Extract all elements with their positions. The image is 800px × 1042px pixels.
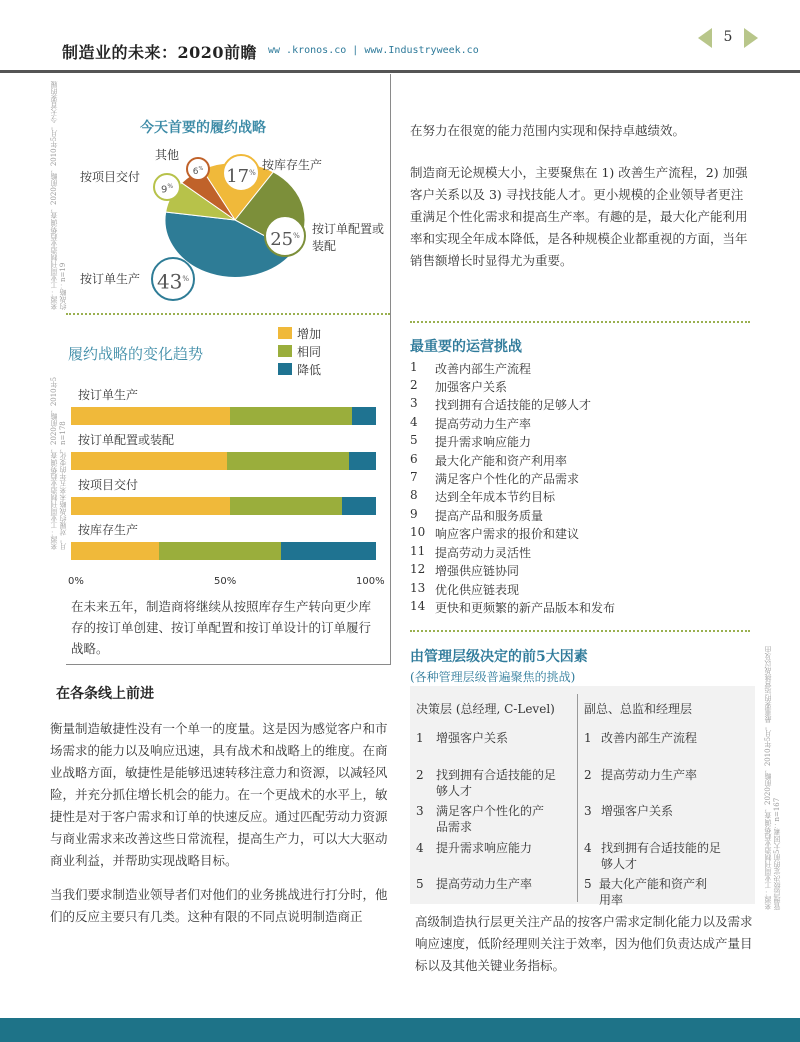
list-item: 达到全年成本节约目标 [435,490,556,504]
bar-segment [71,497,230,515]
factor-item: 增强客户关系 [436,731,509,745]
legend-swatch-increase [278,327,292,339]
legend-swatch-decrease [278,363,292,375]
list-item: 增强供应链协同 [435,564,520,578]
list-item: 满足客户个性化的产品需求 [435,472,580,486]
factor-number: 3 [416,804,424,818]
list-item: 优化供应链表现 [435,583,520,597]
legend-label-decrease: 降低 [297,363,322,377]
list-item-number: 14 [410,599,426,613]
factors-title: 由管理层级决定的前5大因素 [410,649,588,665]
list-item-number: 4 [410,415,418,429]
list-item-number: 6 [410,452,418,466]
x-tick-label: 0% [68,576,84,587]
bar-row [71,452,376,470]
list-item: 改善内部生产流程 [435,362,532,376]
pie-chart-title: 今天首要的履约战略 [140,120,266,136]
legend-swatch-same [278,345,292,357]
column-header-managers: 副总、总监和经理层 [584,702,693,716]
document-title: 制造业的未来：2020前瞻 [62,43,258,62]
pie-source-note: 来源：工业周刊制造业趋势调查，2020前瞻，2010年5月。今天首要的履约战略：n=19 [50,80,67,310]
factors-subtitle: (各种管理层级普遍聚焦的挑战) [410,670,576,684]
x-tick-label: 100% [356,576,385,587]
bar-row [71,407,376,425]
column-divider [577,694,578,902]
page-navigation [698,28,758,50]
factor-item: 满足客户个性化的产品需求 [436,804,545,834]
factors-caption: 高级制造执行层更关注产品的按客户需求定制化能力以及需求响应速度，低阶经理则关注于效率，因为他们负责达成产量目标以及其他关键业务指标。 [415,914,753,973]
list-item-number: 2 [410,378,418,392]
bar-segment [281,542,376,560]
factor-item: 找到拥有合适技能的足够人才 [601,841,722,871]
list-item-number: 13 [410,581,426,595]
factor-number: 2 [416,768,424,782]
bar-row [71,542,376,560]
bar-category-label: 按库存生产 [78,523,139,537]
factor-number: 5 [584,877,592,891]
footer-bar [0,1018,800,1042]
bar-category-label: 按订单生产 [78,388,139,402]
factor-item: 增强客户关系 [601,804,674,818]
section-divider [410,321,750,323]
list-item: 加强客户关系 [435,380,508,394]
pie-badge-order: 43% [151,257,195,301]
bar-segment [230,497,343,515]
article-paragraph: 当我们要求制造业领导者们对他们的业务挑战进行打分时，他们的反应主要只有几类。这种有限的不同点说明制造商正 [50,887,388,924]
list-item-number: 11 [410,544,426,558]
factor-number: 4 [584,841,592,855]
next-page-icon[interactable] [744,28,758,48]
pie-badge-other: 6% [186,157,210,181]
list-item-number: 7 [410,470,418,484]
list-item-number: 10 [410,525,426,539]
list-item: 提高产品和服务质量 [435,509,544,523]
article-paragraph: 在努力在很宽的能力范围内实现和保持卓越绩效。 [410,123,686,138]
column-header-executive: 决策层 (总经理, C-Level) [416,702,555,716]
factor-item: 改善内部生产流程 [601,731,698,745]
factor-number: 2 [584,768,592,782]
bar-chart-title: 履约战略的变化趋势 [68,345,204,363]
previous-page-icon[interactable] [698,28,712,48]
section-divider [410,630,750,632]
factor-number: 1 [416,731,424,745]
list-item-number: 5 [410,433,418,447]
bar-row [71,497,376,515]
factor-item: 最大化产能和资产利用率 [599,877,708,907]
factor-number: 1 [584,731,592,745]
bar-segment [230,407,352,425]
bar-chart-caption: 在未来五年，制造商将继续从按照库存生产转向更少库存的按订单创建、按订单配置和按订单设计的订单履行战略。 [71,599,372,656]
pie-badge-configure: 25% [264,215,306,257]
factor-item: 找到拥有合适技能的足够人才 [436,768,557,798]
pie-badge-stock: 17% [222,154,260,192]
bar-segment [227,452,349,470]
article-paragraph: 衡量制造敏捷性没有一个单一的度量。这是因为感觉客户和市场需求的能力以及响应迅速，具有战术和战略上的维度。在商业战略方面，敏捷性是能够迅速转移注意力和资源，以减轻风险，并充分抓住增长机会的能力。在一个更战术的水平上，敏捷性是对于客户需求和订单的快速反应。通过匹配劳动力资源与商业需求来改善这些日常流程，提高生产力，可以大大驱动商业利益，并帮助实现战略目标。 [50,721,388,868]
list-item-number: 8 [410,488,418,502]
bar-category-label: 按订单配置或装配 [78,433,175,447]
list-item: 响应客户需求的报价和建议 [435,527,580,541]
section-heading: 在各条线上前进 [56,686,154,702]
bar-segment [159,542,281,560]
bar-segment [342,497,376,515]
pie-badge-project: 9% [153,173,181,201]
list-item-number: 3 [410,396,418,410]
pie-label-other: 其他 [155,148,180,162]
legend-label-same: 相同 [297,345,322,359]
bar-category-label: 按项目交付 [78,478,139,492]
list-item: 找到拥有合适技能的足够人才 [435,398,592,412]
header-divider [0,70,800,73]
list-item: 最大化产能和资产利用率 [435,454,568,468]
bar-segment [71,407,230,425]
list-item-number: 12 [410,562,426,576]
factor-number: 5 [416,877,424,891]
list-item: 更快和更频繁的新产品版本和发布 [435,601,616,615]
bar-segment [349,452,376,470]
list-item: 提升需求响应能力 [435,435,532,449]
list-item: 提高劳动力生产率 [435,417,532,431]
bar-segment [71,542,159,560]
factor-number: 4 [416,841,424,855]
x-tick-label: 50% [214,576,237,587]
section-divider [66,313,390,315]
challenges-title: 最重要的运营挑战 [410,339,522,355]
factor-number: 3 [584,804,592,818]
bar-segment [352,407,376,425]
legend-label-increase: 增加 [297,327,322,341]
factor-item: 提升需求响应能力 [436,841,533,855]
list-item-number: 9 [410,507,418,521]
article-paragraph: 制造商无论规模大小，主要聚焦在 1) 改善生产流程，2) 加强客户关系以及 3) 寻找技能人才。更小规模的企业领导者更注重满足个性化需求和提高生产率。有趣的是，最大化产能利用率和实现全年成本降低，是各种规模企业都重视的方面，当年销售额增长时显得尤为重要。 [410,165,748,268]
pie-label-configure: 按订单配置或装配 [312,222,385,253]
pie-label-order: 按订单生产 [80,272,141,286]
bar-segment [71,452,227,470]
pie-label-project: 按项目交付 [80,170,141,184]
list-item-number: 1 [410,360,418,374]
factor-item: 提高劳动力生产率 [436,877,533,891]
factor-item: 提高劳动力生产率 [601,768,698,782]
factors-source-note: 来源：工业周刊制造业趋势调查，2020前瞻，2010年5月。最重要的运营挑战以及由管理层级决定的前5大因素：n=167 [764,645,781,910]
header-urls: ww .kronos.co | www.Industryweek.co [268,45,479,56]
bar-source-note: 来源：工业周刊制造业趋势调查，2020前瞻，2010年5月。对履约战略未来五年的变化，n=178 [50,376,67,550]
pie-label-stock: 按库存生产 [262,158,323,172]
page-number: 5 [723,29,733,45]
list-item: 提高劳动力灵活性 [435,546,532,560]
